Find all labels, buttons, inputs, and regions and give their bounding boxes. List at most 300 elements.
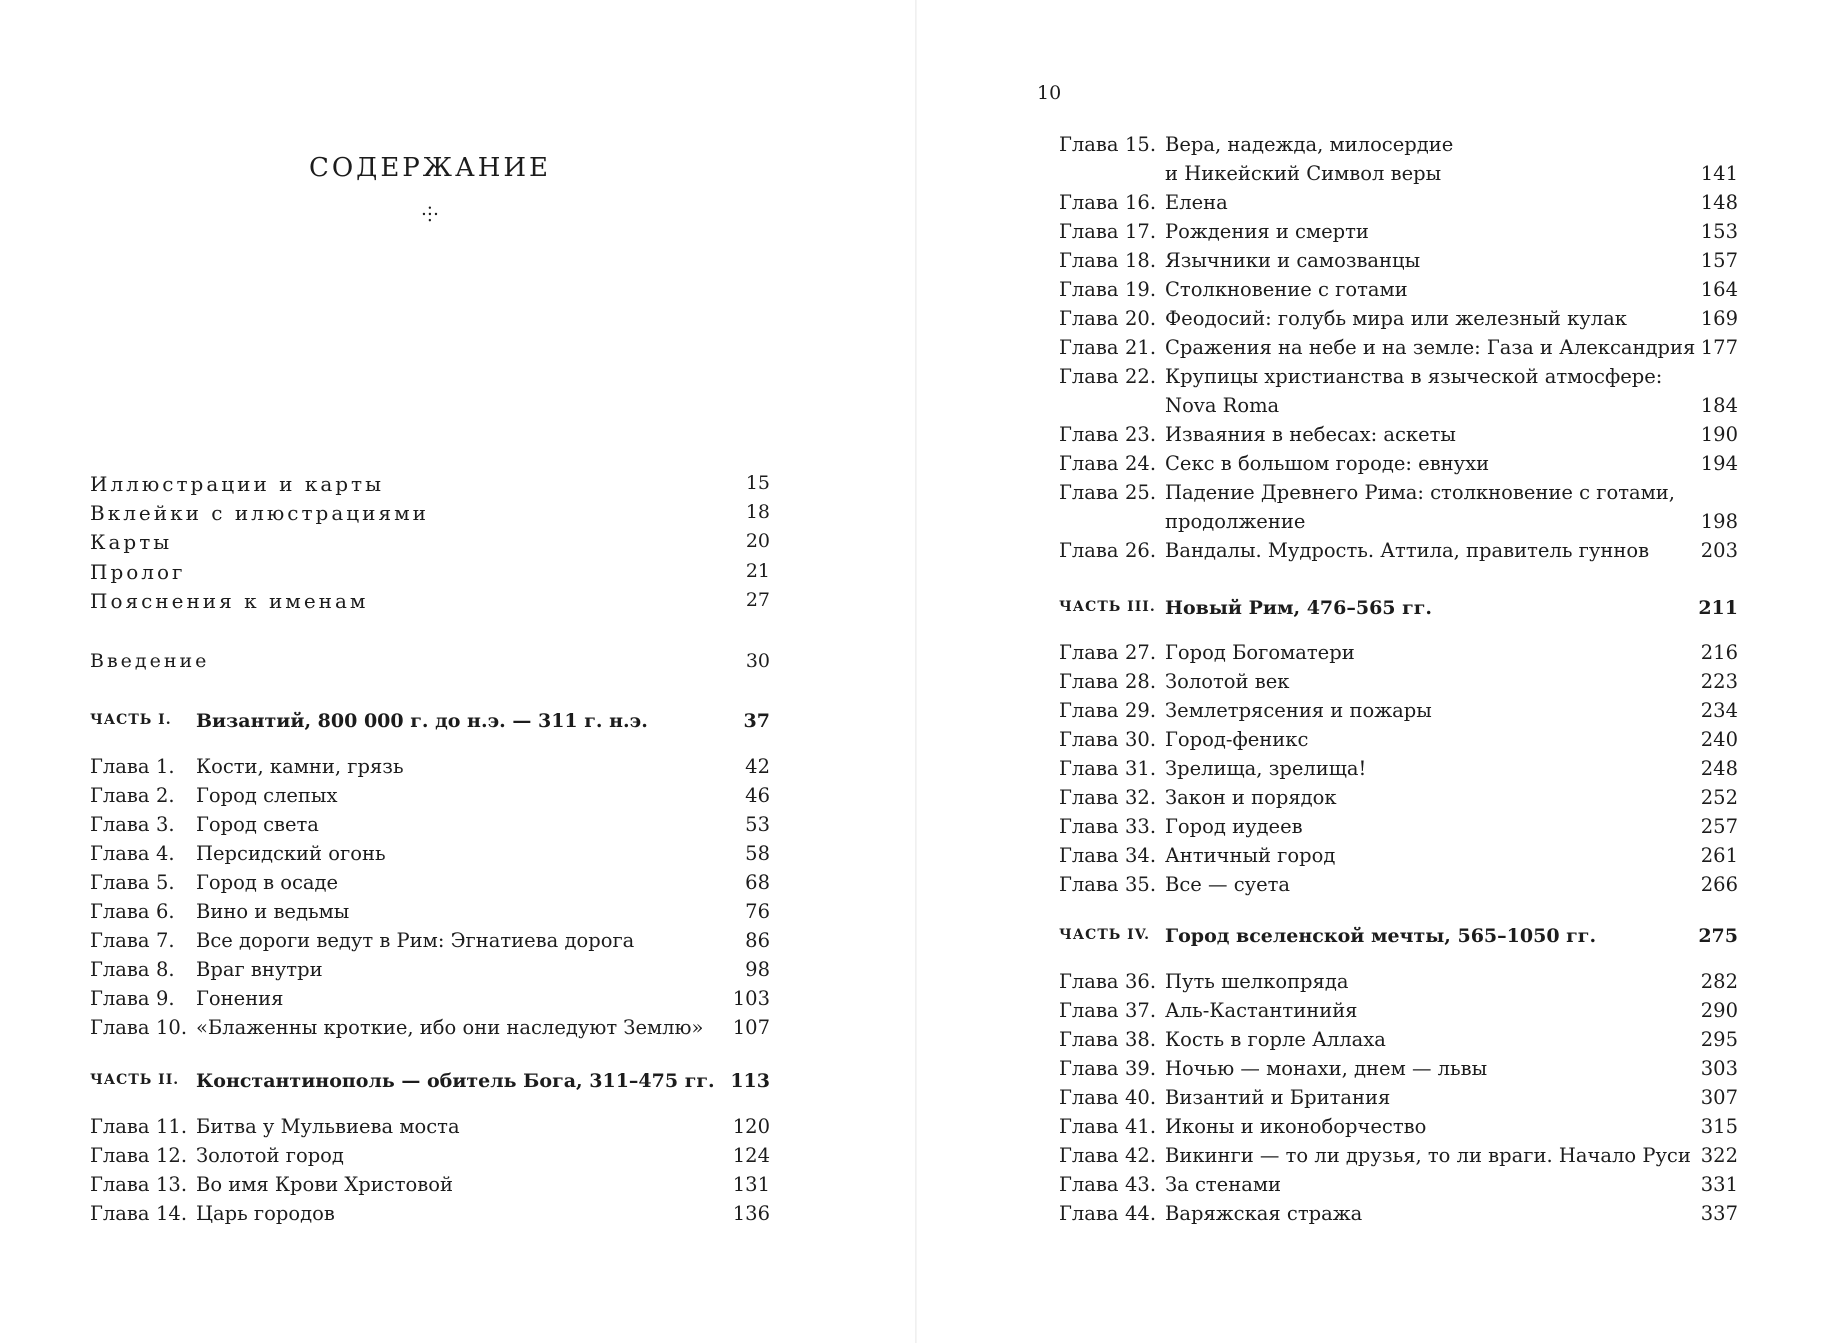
chapter-title (1165, 870, 1738, 899)
part-title: Византий, 800 000 г. до н.э. — 311 г. н.э. (196, 710, 648, 732)
chapter-title (1165, 1025, 1738, 1054)
front-matter-item (90, 589, 770, 618)
chapter-entry (90, 1199, 770, 1228)
chapter-title (1165, 696, 1738, 725)
chapter-title (196, 926, 770, 955)
chapter-title-line: и Никейский Символ веры (1165, 162, 1442, 185)
chapter-page: 46 (745, 784, 770, 807)
chapter-title (1165, 783, 1738, 812)
chapter-page: 190 (1700, 423, 1738, 446)
chapter-title (1165, 667, 1738, 696)
chapter-title-line: Византий и Британия (1165, 1086, 1391, 1109)
chapter-number: 42. (1125, 1144, 1157, 1167)
chapter-page: 290 (1700, 999, 1738, 1022)
chapter-page: 240 (1700, 728, 1738, 751)
chapter-number: 35. (1125, 873, 1157, 896)
chapter-page: 184 (1700, 394, 1738, 417)
part-page: 275 (1698, 925, 1738, 947)
chapter-word: Глава (90, 1115, 150, 1138)
chapter-page: 58 (745, 842, 770, 865)
part-page: 113 (730, 1070, 770, 1092)
chapter-number: 17. (1125, 220, 1157, 243)
chapter-page: 107 (732, 1016, 770, 1039)
chapter-word: Глава (90, 784, 150, 807)
chapter-title-line: Кости, камни, грязь (196, 755, 404, 778)
chapter-entry (90, 984, 770, 1013)
chapter-entry (1059, 841, 1738, 870)
chapter-entry (1059, 333, 1738, 362)
chapter-word: Глава (90, 1144, 150, 1167)
chapter-list (1059, 967, 1738, 1228)
chapter-number: 16. (1125, 191, 1157, 214)
part-title: Константинополь — обитель Бога, 311–475 гг. (196, 1070, 715, 1092)
chapter-number: 29. (1125, 699, 1157, 722)
chapter-number: 37. (1125, 999, 1157, 1022)
chapter-title (196, 1170, 770, 1199)
chapter-word: Глава (1059, 844, 1119, 867)
chapter-number: 39. (1125, 1057, 1157, 1080)
chapter-entry (1059, 1199, 1738, 1228)
introduction-label: Введение (90, 650, 210, 672)
chapter-list (1059, 130, 1738, 565)
chapter-title (1165, 449, 1738, 478)
chapter-title (1165, 1170, 1738, 1199)
chapter-title-line: Столкновение с готами (1165, 278, 1408, 301)
chapter-title (1165, 478, 1738, 536)
chapter-word: Глава (90, 842, 150, 865)
part-label: ЧАСТЬ I. (90, 712, 172, 728)
chapter-word: Глава (1059, 133, 1119, 156)
chapter-entry (90, 955, 770, 984)
chapter-number: 19. (1125, 278, 1157, 301)
chapter-page: 103 (732, 987, 770, 1010)
chapter-word: Глава (90, 755, 150, 778)
chapter-page: 261 (1700, 844, 1738, 867)
chapter-entry (1059, 130, 1738, 188)
chapter-title (1165, 304, 1738, 333)
chapter-word: Глава (90, 987, 150, 1010)
chapter-number: 21. (1125, 336, 1157, 359)
chapter-number: 2. (156, 784, 175, 807)
chapter-number: 28. (1125, 670, 1157, 693)
chapter-number: 6. (156, 900, 175, 923)
chapter-entry (1059, 217, 1738, 246)
chapter-word: Глава (1059, 1173, 1119, 1196)
chapter-entry (1059, 783, 1738, 812)
chapter-title (1165, 362, 1738, 420)
chapter-entry (1059, 1141, 1738, 1170)
front-matter-label: Карты (90, 530, 173, 555)
chapter-entry (90, 1170, 770, 1199)
chapter-title (196, 810, 770, 839)
chapter-word: Глава (1059, 873, 1119, 896)
chapter-number: 40. (1125, 1086, 1157, 1109)
chapter-page: 216 (1700, 641, 1738, 664)
chapter-title-line: Город света (196, 813, 319, 836)
front-matter-label: Вклейки с илюстрациями (90, 501, 429, 526)
chapter-list (1059, 638, 1738, 899)
chapter-entry (90, 1112, 770, 1141)
chapter-number: 5. (156, 871, 175, 894)
chapter-page: 203 (1700, 539, 1738, 562)
chapter-title-line: Вино и ведьмы (196, 900, 350, 923)
chapter-entry (90, 1013, 770, 1042)
front-matter-item (90, 560, 770, 589)
chapter-title (1165, 725, 1738, 754)
chapter-number: 22. (1125, 365, 1157, 388)
chapter-list (90, 1112, 770, 1228)
chapter-title-line: Вандалы. Мудрость. Аттила, правитель гуннов (1165, 539, 1650, 562)
part-label: ЧАСТЬ II. (90, 1072, 180, 1088)
chapter-title-line: Изваяния в небесах: аскеты (1165, 423, 1456, 446)
chapter-title-line: Город Богоматери (1165, 641, 1355, 664)
chapter-word: Глава (1059, 641, 1119, 664)
chapter-number: 27. (1125, 641, 1157, 664)
part-label: ЧАСТЬ IV. (1059, 927, 1151, 943)
chapter-page: 157 (1700, 249, 1738, 272)
chapter-word: Глава (90, 929, 150, 952)
part-heading (90, 1070, 770, 1100)
chapter-title (196, 781, 770, 810)
chapter-title-line: Кость в горле Аллаха (1165, 1028, 1386, 1051)
chapter-entry (1059, 1054, 1738, 1083)
part-heading (1059, 925, 1738, 955)
chapter-word: Глава (1059, 815, 1119, 838)
chapter-title (196, 1013, 770, 1042)
chapter-title (1165, 275, 1738, 304)
chapter-title-line: Царь городов (196, 1202, 335, 1225)
front-matter-page: 18 (745, 501, 770, 524)
chapter-title (1165, 130, 1738, 188)
chapter-entry (90, 926, 770, 955)
chapter-word: Глава (1059, 1115, 1119, 1138)
chapter-page: 266 (1700, 873, 1738, 896)
chapter-entry (1059, 478, 1738, 536)
chapter-word: Глава (90, 813, 150, 836)
chapter-page: 194 (1700, 452, 1738, 475)
chapter-title-line: Золотой город (196, 1144, 344, 1167)
chapter-page: 98 (745, 958, 770, 981)
chapter-number: 36. (1125, 970, 1157, 993)
chapter-entry (1059, 1170, 1738, 1199)
chapter-page: 331 (1700, 1173, 1738, 1196)
chapter-title-line: Сражения на небе и на земле: Газа и Александрия (1165, 336, 1696, 359)
chapter-page: 86 (745, 929, 770, 952)
chapter-number: 13. (156, 1173, 188, 1196)
front-matter-item (90, 472, 770, 501)
chapter-number: 11. (156, 1115, 188, 1138)
chapter-title (196, 1141, 770, 1170)
chapter-number: 9. (156, 987, 175, 1010)
chapter-title-line: Город иудеев (1165, 815, 1303, 838)
chapter-page: 136 (732, 1202, 770, 1225)
chapter-title (196, 868, 770, 897)
chapter-title (1165, 536, 1738, 565)
chapter-number: 24. (1125, 452, 1157, 475)
chapter-page: 53 (745, 813, 770, 836)
chapter-title (196, 897, 770, 926)
front-matter-page: 27 (745, 588, 770, 611)
chapter-title-line: Персидский огонь (196, 842, 386, 865)
chapter-number: 12. (156, 1144, 188, 1167)
chapter-title-line: Землетрясения и пожары (1165, 699, 1432, 722)
chapter-entry (90, 752, 770, 781)
chapter-word: Глава (1059, 699, 1119, 722)
chapter-title (196, 1112, 770, 1141)
chapter-title-line: Вера, надежда, милосердие (1165, 133, 1454, 156)
chapter-page: 148 (1700, 191, 1738, 214)
chapter-title (1165, 188, 1738, 217)
part-page: 37 (743, 710, 770, 732)
chapter-entry (1059, 246, 1738, 275)
front-matter-page: 15 (745, 472, 770, 494)
chapter-entry (1059, 870, 1738, 899)
chapter-title (1165, 1054, 1738, 1083)
fleuron-ornament-icon: ⸭ (421, 202, 439, 226)
chapter-entry (1059, 188, 1738, 217)
part-label: ЧАСТЬ III. (1059, 599, 1156, 615)
front-matter-page: 20 (745, 530, 770, 553)
chapter-number: 41. (1125, 1115, 1157, 1138)
chapter-entry (1059, 996, 1738, 1025)
chapter-entry (1059, 1083, 1738, 1112)
chapter-entry (1059, 420, 1738, 449)
chapter-title-line: Путь шелкопряда (1165, 970, 1349, 993)
chapter-number: 1. (156, 755, 175, 778)
chapter-title-line: Nova Roma (1165, 394, 1280, 417)
chapter-number: 31. (1125, 757, 1157, 780)
chapter-entry (1059, 812, 1738, 841)
chapter-page: 169 (1700, 307, 1738, 330)
chapter-word: Глава (90, 1173, 150, 1196)
chapter-page: 295 (1700, 1028, 1738, 1051)
chapter-title-line: Иконы и иконоборчество (1165, 1115, 1427, 1138)
chapter-page: 153 (1700, 220, 1738, 243)
chapter-number: 43. (1125, 1173, 1157, 1196)
chapter-entry (1059, 696, 1738, 725)
chapter-number: 26. (1125, 539, 1157, 562)
chapter-title (1165, 754, 1738, 783)
chapter-entry (90, 1141, 770, 1170)
chapter-word: Глава (90, 1202, 150, 1225)
chapter-title-line: продолжение (1165, 510, 1306, 533)
chapter-page: 223 (1700, 670, 1738, 693)
chapter-number: 15. (1125, 133, 1157, 156)
chapter-word: Глава (90, 871, 150, 894)
chapter-word: Глава (1059, 757, 1119, 780)
chapter-number: 32. (1125, 786, 1157, 809)
chapter-title-line: Все дороги ведут в Рим: Эгнатиева дорога (196, 929, 635, 952)
chapter-number: 20. (1125, 307, 1157, 330)
chapter-number: 14. (156, 1202, 188, 1225)
chapter-entry (1059, 536, 1738, 565)
chapter-title (196, 984, 770, 1013)
introduction-page: 30 (745, 650, 770, 672)
chapter-word: Глава (1059, 452, 1119, 475)
chapter-word: Глава (1059, 191, 1119, 214)
chapter-number: 25. (1125, 481, 1157, 504)
chapter-page: 252 (1700, 786, 1738, 809)
chapter-page: 177 (1700, 336, 1738, 359)
chapter-word: Глава (1059, 278, 1119, 301)
toc-title: СОДЕРЖАНИЕ (308, 153, 552, 183)
chapter-number: 10. (156, 1016, 188, 1039)
chapter-word: Глава (1059, 1086, 1119, 1109)
chapter-title (1165, 246, 1738, 275)
chapter-title (196, 955, 770, 984)
front-matter-item (90, 530, 770, 559)
chapter-number: 44. (1125, 1202, 1157, 1225)
chapter-page: 337 (1700, 1202, 1738, 1225)
front-matter-label: Пояснения к именам (90, 588, 369, 613)
chapter-word: Глава (1059, 336, 1119, 359)
chapter-title-line: Золотой век (1165, 670, 1290, 693)
chapter-entry (1059, 1025, 1738, 1054)
chapter-page: 131 (732, 1173, 770, 1196)
chapter-title-line: Город в осаде (196, 871, 339, 894)
chapter-entry (1059, 275, 1738, 304)
chapter-title (1165, 638, 1738, 667)
chapter-title (1165, 333, 1738, 362)
chapter-word: Глава (1059, 307, 1119, 330)
chapter-word: Глава (1059, 1028, 1119, 1051)
chapter-title-line: Рождения и смерти (1165, 220, 1369, 243)
chapter-entry (1059, 638, 1738, 667)
chapter-number: 18. (1125, 249, 1157, 272)
part-heading (90, 710, 770, 740)
chapter-word: Глава (1059, 1057, 1119, 1080)
chapter-page: 257 (1700, 815, 1738, 838)
chapter-word: Глава (1059, 249, 1119, 272)
chapter-number: 30. (1125, 728, 1157, 751)
front-matter-list (90, 472, 770, 618)
chapter-number: 34. (1125, 844, 1157, 867)
chapter-title (196, 752, 770, 781)
chapter-page: 68 (745, 871, 770, 894)
chapter-number: 4. (156, 842, 175, 865)
chapter-page: 42 (745, 755, 770, 778)
chapter-title-line: «Блаженны кроткие, ибо они наследуют Землю» (196, 1016, 704, 1039)
chapter-entry (1059, 449, 1738, 478)
chapter-title-line: Во имя Крови Христовой (196, 1173, 453, 1196)
page-number: 10 (1037, 82, 1062, 104)
chapter-page: 141 (1700, 162, 1738, 185)
chapter-title-line: Гонения (196, 987, 284, 1010)
chapter-word: Глава (1059, 365, 1119, 388)
chapter-title-line: Елена (1165, 191, 1228, 214)
chapter-entry (90, 781, 770, 810)
chapter-page: 282 (1700, 970, 1738, 993)
chapter-title-line: Античный город (1165, 844, 1336, 867)
chapter-page: 124 (732, 1144, 770, 1167)
chapter-title (196, 839, 770, 868)
chapter-word: Глава (1059, 481, 1119, 504)
chapter-page: 248 (1700, 757, 1738, 780)
chapter-entry (1059, 304, 1738, 333)
chapter-entry (90, 839, 770, 868)
front-matter-page: 21 (745, 559, 770, 582)
chapter-title (1165, 996, 1738, 1025)
chapter-number: 33. (1125, 815, 1157, 838)
chapter-title (1165, 841, 1738, 870)
chapter-title (1165, 420, 1738, 449)
chapter-title-line: Варяжская стража (1165, 1202, 1363, 1225)
chapter-title (1165, 1083, 1738, 1112)
chapter-title (196, 1199, 770, 1228)
chapter-number: 3. (156, 813, 175, 836)
chapter-title (1165, 1112, 1738, 1141)
chapter-title-line: Крупицы христианства в языческой атмосфере: (1165, 365, 1663, 388)
chapter-entry (1059, 1112, 1738, 1141)
chapter-word: Глава (1059, 670, 1119, 693)
chapter-page: 120 (732, 1115, 770, 1138)
chapter-entry (1059, 725, 1738, 754)
chapter-title-line: Враг внутри (196, 958, 323, 981)
chapter-title-line: Язычники и самозванцы (1165, 249, 1421, 272)
chapter-entry (1059, 667, 1738, 696)
chapter-title-line: Секс в большом городе: евнухи (1165, 452, 1490, 475)
chapter-title-line: Закон и порядок (1165, 786, 1337, 809)
right-page (917, 0, 1830, 1343)
chapter-page: 307 (1700, 1086, 1738, 1109)
chapter-title (1165, 1199, 1738, 1228)
chapter-title-line: Город слепых (196, 784, 338, 807)
chapter-word: Глава (1059, 1202, 1119, 1225)
chapter-number: 38. (1125, 1028, 1157, 1051)
chapter-title-line: Зрелища, зрелища! (1165, 757, 1367, 780)
chapter-number: 7. (156, 929, 175, 952)
chapter-entry (90, 868, 770, 897)
part-title: Город вселенской мечты, 565–1050 гг. (1165, 925, 1597, 947)
front-matter-item (90, 501, 770, 530)
chapter-page: 315 (1700, 1115, 1738, 1138)
chapter-word: Глава (90, 900, 150, 923)
chapter-word: Глава (1059, 539, 1119, 562)
chapter-page: 76 (745, 900, 770, 923)
chapter-title-line: Ночью — монахи, днем — львы (1165, 1057, 1488, 1080)
chapter-entry (90, 810, 770, 839)
chapter-title-line: Аль-Кастантинийя (1165, 999, 1358, 1022)
front-matter-label: Пролог (90, 559, 186, 584)
chapter-title (1165, 217, 1738, 246)
chapter-title (1165, 812, 1738, 841)
chapter-page: 303 (1700, 1057, 1738, 1080)
chapter-page: 322 (1700, 1144, 1738, 1167)
chapter-entry (1059, 362, 1738, 420)
left-page (0, 0, 914, 1343)
chapter-page: 198 (1700, 510, 1738, 533)
chapter-word: Глава (1059, 999, 1119, 1022)
part-title: Новый Рим, 476–565 гг. (1165, 597, 1433, 619)
chapter-title-line: Викинги — то ли друзья, то ли враги. Начало Руси (1165, 1144, 1691, 1167)
chapter-word: Глава (1059, 970, 1119, 993)
introduction-entry (90, 650, 770, 680)
chapter-page: 164 (1700, 278, 1738, 301)
part-heading (1059, 597, 1738, 627)
chapter-entry (1059, 967, 1738, 996)
chapter-word: Глава (1059, 728, 1119, 751)
chapter-title-line: Город-феникс (1165, 728, 1309, 751)
chapter-page: 234 (1700, 699, 1738, 722)
chapter-entry (90, 897, 770, 926)
chapter-word: Глава (90, 958, 150, 981)
chapter-number: 8. (156, 958, 175, 981)
chapter-word: Глава (90, 1016, 150, 1039)
chapter-word: Глава (1059, 786, 1119, 809)
chapter-title-line: Битва у Мульвиева моста (196, 1115, 460, 1138)
chapter-title-line: За стенами (1165, 1173, 1282, 1196)
chapter-entry (1059, 754, 1738, 783)
